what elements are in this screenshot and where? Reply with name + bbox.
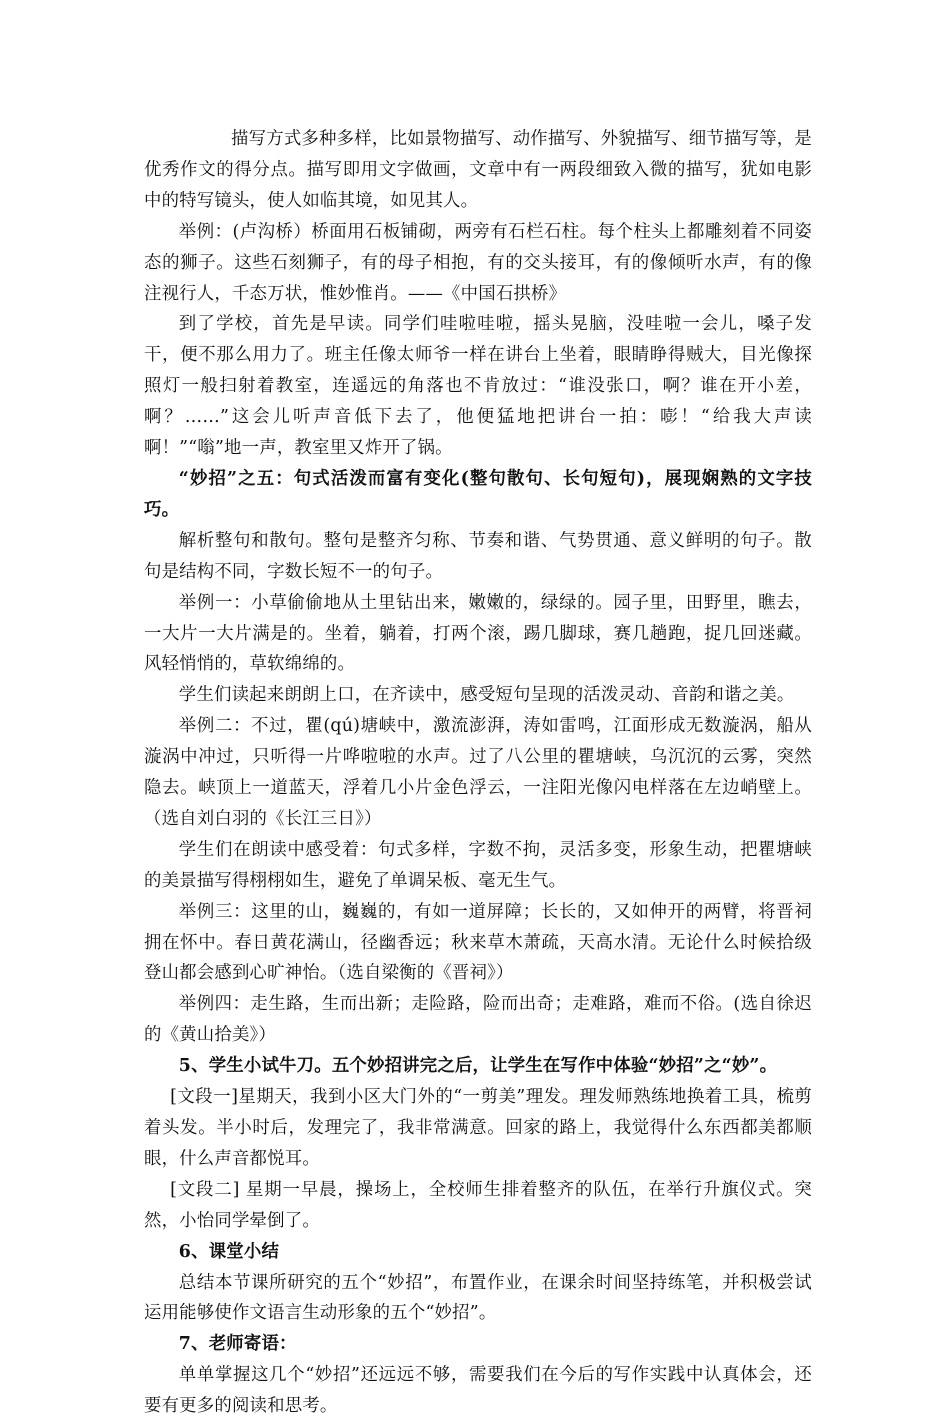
paragraph-passage-two: [文段二] 星期一早晨，操场上，全校师生排着整齐的队伍，在举行升旗仪式。突然，小怡同学晕倒了。: [144, 1179, 812, 1231]
heading-section-7: 7、老师寄语：: [178, 1334, 297, 1355]
paragraph-description-methods: 描写方式多种多样，比如景物描写、动作描写、外貌描写、细节描写等，是优秀作文的得分点。描写即用文字做画，文章中有一两段细致入微的描写，犹如电影中的特写镜头，使人如临其境，如见其人。: [144, 129, 812, 211]
heading-section-6: 6、课堂小结: [178, 1241, 280, 1262]
heading-trick-five: “妙招”之五：句式活泼而富有变化(整句散句、长句短句)，展现娴熟的文字技巧。: [144, 468, 812, 520]
paragraph-example-school-morning: 到了学校，首先是早读。同学们哇啦哇啦，摇头晃脑，没哇啦一会儿，嗓子发干，便不那么用力了。班主任像太师爷一样在讲台上坐着，眼睛睁得贼大，目光像探照灯一般扫射着教室，连遥远的角落也不肯放过：“谁没张口，啊？谁在开小差，啊？……”这会儿听声音低下去了，他便猛地把讲台一拍：嘭！“给我大声读啊！”“嗡”地一声，教室里又炸开了锅。: [144, 314, 812, 459]
paragraph-example-three: 举例三：这里的山，巍巍的，有如一道屏障；长长的，又如伸开的两臂，将晋祠拥在怀中。春日黄花满山，径幽香远；秋来草木萧疏，天高水清。无论什么时候拾级登山都会感到心旷神怡。（选自梁衡的《晋祠》）: [144, 901, 812, 984]
paragraph-class-summary: 总结本节课所研究的五个“妙招”，布置作业，在课余时间坚持练笔，并积极尝试运用能够使作文语言生动形象的五个“妙招”。: [144, 1272, 812, 1324]
paragraph-example-one: 举例一：小草偷偷地从土里钻出来，嫩嫩的，绿绿的。园子里，田野里，瞧去，一大片一大片满是的。坐着，躺着，打两个滚，踢几脚球，赛几趟跑，捉几回迷藏。风轻悄悄的，草软绵绵的。: [144, 592, 812, 675]
paragraph-example-four: 举例四：走生路，生而出新；走险路，险而出奇；走难路，难而不俗。(选自徐迟的《黄山拾美》）: [144, 994, 812, 1046]
paragraph-example-lugou-bridge: 举例：(卢沟桥）桥面用石板铺砌，两旁有石栏石柱。每个柱头上都雕刻着不同姿态的狮子。这些石刻狮子，有的母子相抱，有的交头接耳，有的像倾听水声，有的像注视行人，千态万状，惟妙惟肖。——《中国石拱桥》: [144, 221, 812, 304]
paragraph-students-read-one: 学生们读起来朗朗上口，在齐读中，感受短句呈现的活泼灵动、音韵和谐之美。: [178, 685, 795, 706]
paragraph-example-two: 举例二：不过，瞿(qú)塘峡中，激流澎湃，涛如雷鸣，江面形成无数漩涡，船从漩涡中冲过，只听得一片哗啦啦的水声。过了八公里的瞿塘峡，乌沉沉的云雾，突然隐去。峡顶上一道蓝天，浮着几小片金色浮云，一注阳光像闪电样落在左边峭壁上。（选自刘白羽的《长江三日》）: [144, 716, 812, 829]
paragraph-students-read-two: 学生们在朗读中感受着：句式多样，字数不拘，灵活多变，形象生动，把瞿塘峡的美景描写得栩栩如生，避免了单调呆板、毫无生气。: [144, 839, 812, 891]
paragraph-analysis-sentences: 解析整句和散句。整句是整齐匀称、节奏和谐、气势贯通、意义鲜明的句子。散句是结构不同，字数长短不一的句子。: [144, 530, 812, 582]
heading-section-5: 5、学生小试牛刀。五个妙招讲完之后，让学生在写作中体验“妙招”之“妙”。: [178, 1056, 778, 1077]
document-page: [144, 124, 812, 1422]
paragraph-passage-one: [文段一]星期天，我到小区大门外的“一剪美”理发。理发师熟练地换着工具，梳剪着头发。半小时后，发理完了，我非常满意。回家的路上，我觉得什么东西都美都顺眼，什么声音都悦耳。: [144, 1087, 812, 1169]
paragraph-teacher-message: 单单掌握这几个“妙招”还远远不够，需要我们在今后的写作实践中认真体会，还要有更多的阅读和思考。: [144, 1365, 812, 1417]
